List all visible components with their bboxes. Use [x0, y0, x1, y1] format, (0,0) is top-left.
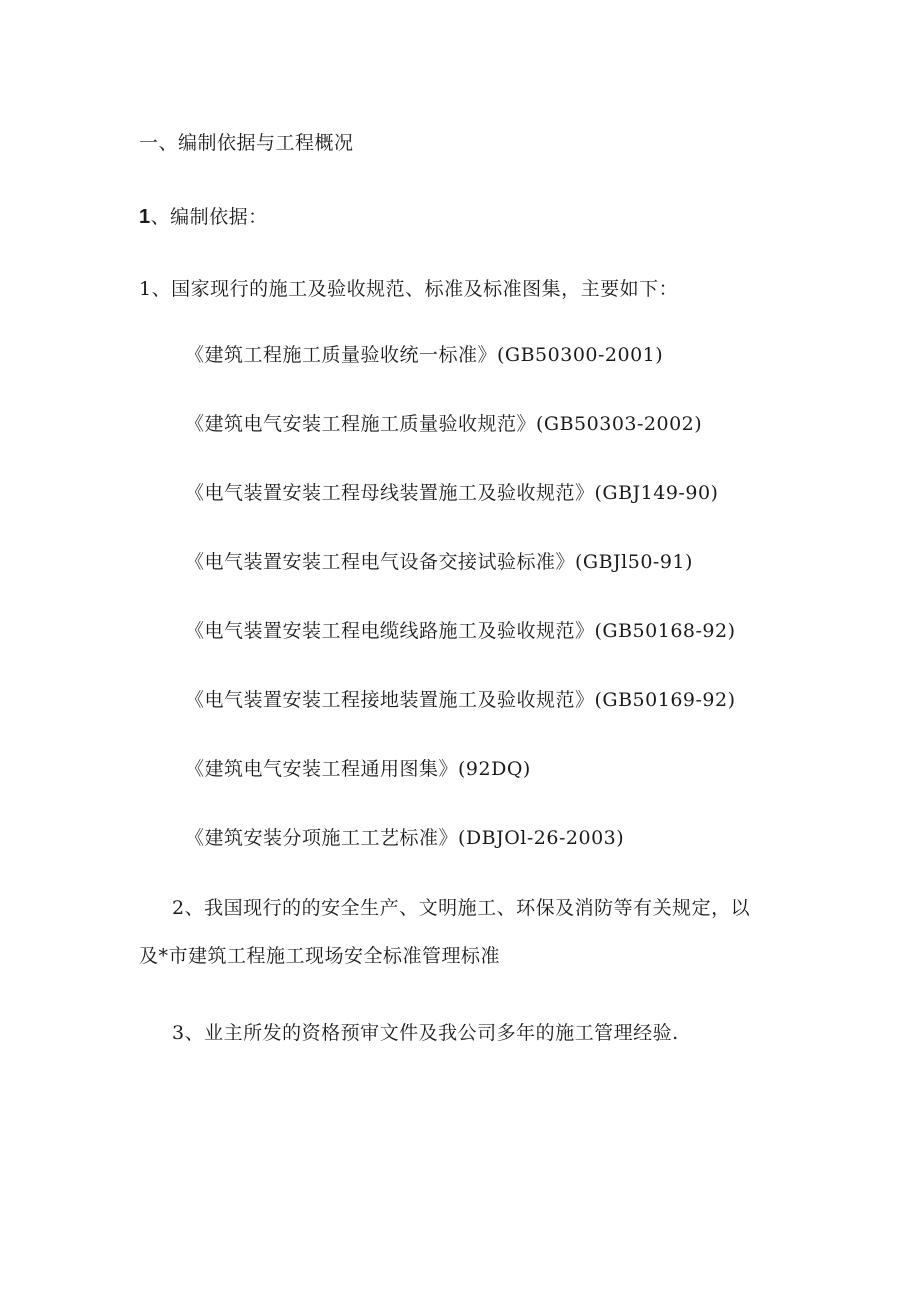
item2-line1: 2、我国现行的的安全生产、文明施工、环保及消防等有关规定，以 [172, 897, 751, 919]
standard-item: 《建筑电气安装工程通用图集》(92DQ) [185, 758, 531, 780]
standard-item: 《电气装置安装工程母线装置施工及验收规范》(GBJ149-90) [185, 482, 719, 504]
section-title: 一、编制依据与工程概况 [139, 132, 354, 154]
subsection-heading [139, 205, 268, 229]
item3: 3、业主所发的资格预审文件及我公司多年的施工管理经验. [172, 1022, 679, 1044]
subsection-number: 1 [139, 206, 151, 228]
standard-item: 《建筑电气安装工程施工质量验收规范》(GB50303-2002) [185, 413, 703, 435]
standard-item: 《电气装置安装工程接地装置施工及验收规范》(GB50169-92) [185, 689, 736, 711]
standard-item: 《建筑安装分项施工工艺标准》(DBJOl-26-2003) [185, 827, 625, 849]
item2-line2: 及*市建筑工程施工现场安全标准管理标准 [139, 945, 501, 967]
standard-item: 《建筑工程施工质量验收统一标准》(GB50300-2001) [185, 344, 664, 366]
subsection-label: 、编制依据： [150, 206, 268, 228]
standard-item: 《电气装置安装工程电缆线路施工及验收规范》(GB50168-92) [185, 620, 736, 642]
standard-item: 《电气装置安装工程电气设备交接试验标准》(GBJl50-91) [185, 551, 693, 573]
item1-intro: 1、国家现行的施工及验收规范、标准及标准图集，主要如下： [139, 278, 679, 300]
